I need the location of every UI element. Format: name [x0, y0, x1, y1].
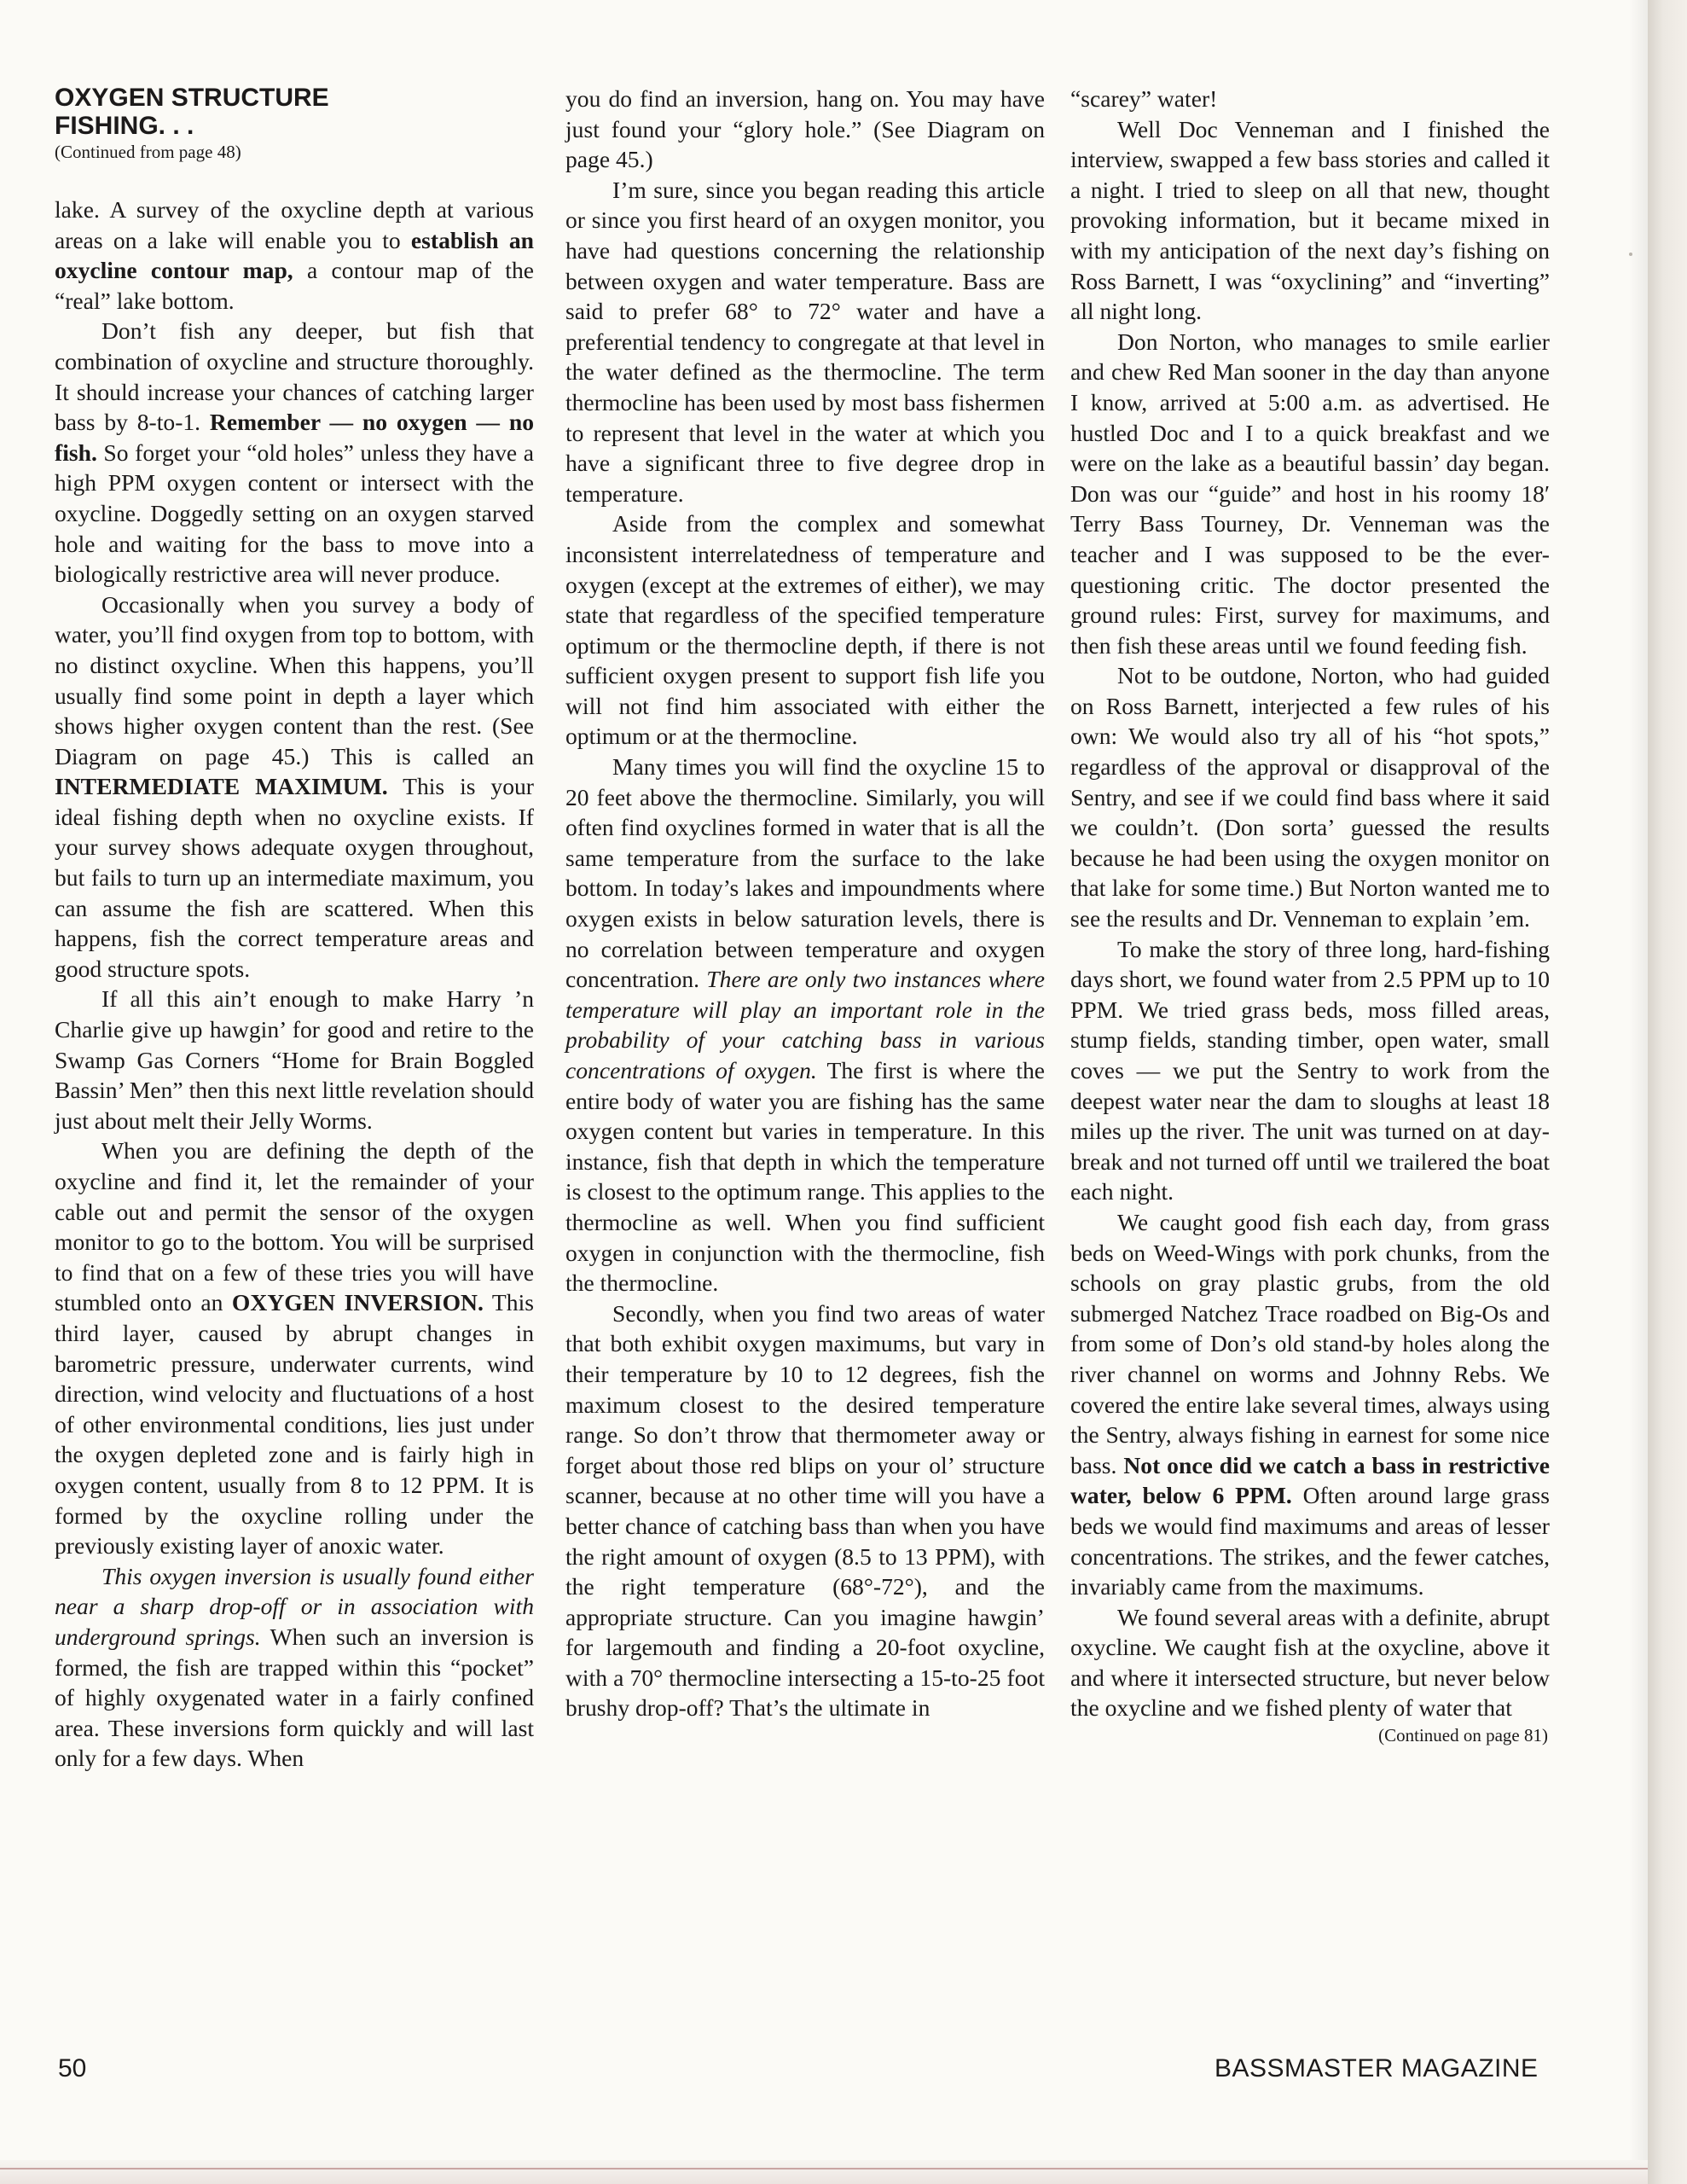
headline-line-1: OXYGEN STRUCTURE	[55, 84, 329, 112]
paragraph: Many times you will find the oxycline 15 to 20 feet above the thermocline. Similarly, you will often find oxyclines formed in water that is all the same temperature from the surface to the lake bottom. In today’s lakes and impoundments where oxygen exists in below saturation levels, there is no correlation between temperature and oxygen concentration. There are only two instances where temperature will play an important role in the probability of your catching bass in various concentrations of oxygen. The first is where the entire body of water you are fishing has the same oxygen content but varies in temperature. In this instance, fish that depth in which the temperature is closest to the optimum range. This applies to the thermocline as well. When you find sufficient oxygen in conjunction with the thermocline, fish the thermocline.	[565, 753, 1045, 1297]
italic-emphasis: There are only two instances where temperature will play an important role in the probability of your catching bass in various concentrations of oxygen.	[565, 966, 1045, 1083]
paragraph: This oxygen inversion is usually found either near a sharp drop-off or in association with underground springs. When such an inversion is formed, the fish are trapped within this “pocket” of highly oxygenated water in a fairly confined area. These inversions form quickly and will last only for a few days. When	[55, 1562, 534, 1772]
continued-on-note: (Continued on page 81)	[1378, 1725, 1548, 1746]
paragraph: When you are defining the depth of the oxycline and find it, let the remainder of your cable out and permit the sensor of the oxygen monitor to go to the bottom. You will be surprised to find that on a few of these tries you will have stumbled onto an OXYGEN INVERSION. This third layer, caused by abrupt changes in barometric pressure, underwater currents, wind direction, wind velocity and fluctuations of a host of other environmental conditions, lies just under the oxygen depleted zone and is fairly high in oxygen content, usually from 8 to 12 PPM. It is formed by the oxycline rolling under the previously existing layer of anoxic water.	[55, 1137, 534, 1560]
paragraph: We found several areas with a definite, abrupt oxycline. We caught fish at the oxycline, above it and where it intersected structure, but never below the oxycline and we fished plenty of water that	[1070, 1603, 1550, 1722]
paragraph: Well Doc Venneman and I finished the interview, swapped a few bass stories and called it a night. I tried to sleep on all that new, thought provoking information, but it became mixed in with my anticipation of the next day’s fishing on Ross Barnett, I was “oxyclining” and “inverting” all night long.	[1070, 115, 1550, 325]
paragraph: “scarey” water!	[1070, 85, 1218, 112]
bold-emphasis: Not once did we catch a bass in restrictive water, below 6 PPM.	[1070, 1451, 1550, 1509]
page-gutter-shadow	[1629, 0, 1648, 2184]
paragraph: Occasionally when you survey a body of water, you’ll find oxygen from top to bottom, with no distinct oxycline. When this happens, you’ll usually find some point in depth a layer which shows higher oxygen content than the rest. (See Diagram on page 45.) This is called an INTERMEDIATE MAXIMUM. This is your ideal fishing depth when no oxycline exists. If your survey shows adequate oxygen throughout, but fails to turn up an intermediate maximum, you can assume the fish are scattered. When this happens, fish the correct temperature areas and good structure spots.	[55, 590, 534, 982]
paragraph: lake. A survey of the oxycline depth at various areas on a lake will enable you to establish an oxycline contour map, a contour map of the “real” lake bottom.	[55, 196, 534, 314]
column-1-body	[55, 195, 534, 1774]
paragraph: If all this ain’t enough to make Harry ’n Charlie give up hawgin’ for good and retire to the Swamp Gas Corners “Home for Brain Boggled Bassin’ Men” then this next little revelation should just about melt their Jelly Worms.	[55, 985, 534, 1134]
bold-emphasis: establish an oxycline contour map,	[55, 226, 534, 284]
paragraph: To make the story of three long, hard-fishing days short, we found water from 2.5 PPM up to 10 PPM. We tried grass beds, moss filled areas, stump fields, standing timber, open water, small coves — we put the Sentry to work from the deepest water near the dam to sloughs at least 18 miles up the river. The unit was turned on at day-break and not turned off until we trailered the boat each night.	[1070, 935, 1550, 1205]
bottom-rule-line	[0, 2168, 1648, 2169]
paragraph: I’m sure, since you began reading this article or since you first heard of an oxygen monitor, you have had questions concerning the relationship between oxygen and water temperature. Bass are said to prefer 68° to 72° water and have a preferential tendency to congregate at that level in the water defined as the thermocline. The term thermocline has been used by most bass fishermen to represent that level in the water at which you have a significant three to five degree drop in temperature.	[565, 176, 1045, 507]
bold-emphasis: Remember — no oxygen — no fish.	[55, 409, 534, 466]
text-column-1	[55, 84, 534, 1774]
paragraph: Don Norton, who manages to smile earlier and chew Red Man sooner in the day than anyone I know, arrived at 5:00 a.m. as advertised. He hustled Doc and I to a quick breakfast and we were on the lake as a beautiful bassin’ day began. Don was our “guide” and host in his roomy 18′ Terry Bass Tourney, Dr. Venneman was the teacher and I was supposed to be the ever-questioning critic. The doctor presented the ground rules: First, survey for maximums, and then fish these areas until we found feeding fish.	[1070, 328, 1550, 659]
column-2-body	[565, 84, 1045, 1723]
continued-from-note: (Continued from page 48)	[55, 142, 241, 162]
text-column-2	[565, 84, 1045, 1723]
bold-emphasis: OXYGEN INVERSION.	[231, 1289, 484, 1316]
paragraph: Secondly, when you find two areas of water that both exhibit oxygen maximums, but vary in their temperature by 10 to 12 degrees, fish the maximum closest to the desired temperature range. So don’t throw that thermometer away or forget about those red blips on your ol’ structure scanner, because at no other time will you have a better chance of catching bass than when you have the right amount of oxygen (8.5 to 13 PPM), with the right temperature (68°-72°), and the appropriate structure. Can you imagine hawgin’ for largemouth and finding a 20-foot oxycline, with a 70° thermocline intersecting a 15-to-25 foot brushy drop-off? That’s the ultimate in	[565, 1299, 1045, 1722]
facing-page-edge	[1648, 0, 1687, 2184]
bottom-page-edge	[0, 2160, 1648, 2184]
print-speck	[1629, 253, 1632, 256]
paragraph: Don’t fish any deeper, but fish that combination of oxycline and structure thoroughly. It should increase your chances of catching larger bass by 8-to-1. Remember — no oxygen — no fish. So forget your “old holes” unless they have a high PPM oxygen content or intersect with the oxycline. Doggedly setting on an oxygen starved hole and waiting for the bass to move into a biologically restrictive area will never produce.	[55, 317, 534, 588]
text-column-3	[1070, 84, 1550, 1747]
column-3-body	[1070, 84, 1550, 1723]
page-number: 50	[58, 2054, 87, 2082]
magazine-name: BASSMASTER MAGAZINE	[1215, 2054, 1539, 2082]
headline-line-2: FISHING. . .	[55, 112, 194, 140]
paragraph: Not to be outdone, Norton, who had guided on Ross Barnett, interjected a few rules of his own: We would also try all of his “hot spots,” regardless of the approval or disapproval of the Sentry, and see if we could find bass where it said we couldn’t. (Don sorta’ guessed the results because he had been using the oxygen monitor on that lake for some time.) But Norton wanted me to see the results and Dr. Venneman to explain ’em.	[1070, 662, 1550, 932]
paragraph: We caught good fish each day, from grass beds on Weed-Wings with pork chunks, from the schools on gray plastic grubs, from the old submerged Natchez Trace roadbed on Big-Os and from some of Don’s old stand-by holes along the river channel on worms and Johnny Rebs. We covered the entire lake several times, always using the Sentry, always fishing in earnest for some nice bass. Not once did we catch a bass in restrictive water, below 6 PPM. Often around large grass beds we would find maximums and areas of lesser concentrations. The strikes, and the fewer catches, invariably came from the maximums.	[1070, 1208, 1551, 1600]
bold-emphasis: INTERMEDIATE MAXIMUM.	[55, 773, 388, 800]
article-headline	[55, 84, 534, 140]
italic-emphasis: This oxygen inversion is usually found either near a sharp drop-off or in association with underground springs.	[55, 1562, 534, 1650]
paragraph: you do find an inversion, hang on. You may have just found your “glory hole.” (See Diagram on page 45.)	[565, 85, 1045, 173]
paragraph: Aside from the complex and somewhat inconsistent interrelatedness of temperature and oxygen (except at the extremes of either), we may state that regardless of the specified temperature optimum or the thermocline depth, if there is not sufficient oxygen present to support fish life you will not find him associated with either the optimum or at the thermocline.	[565, 510, 1045, 750]
